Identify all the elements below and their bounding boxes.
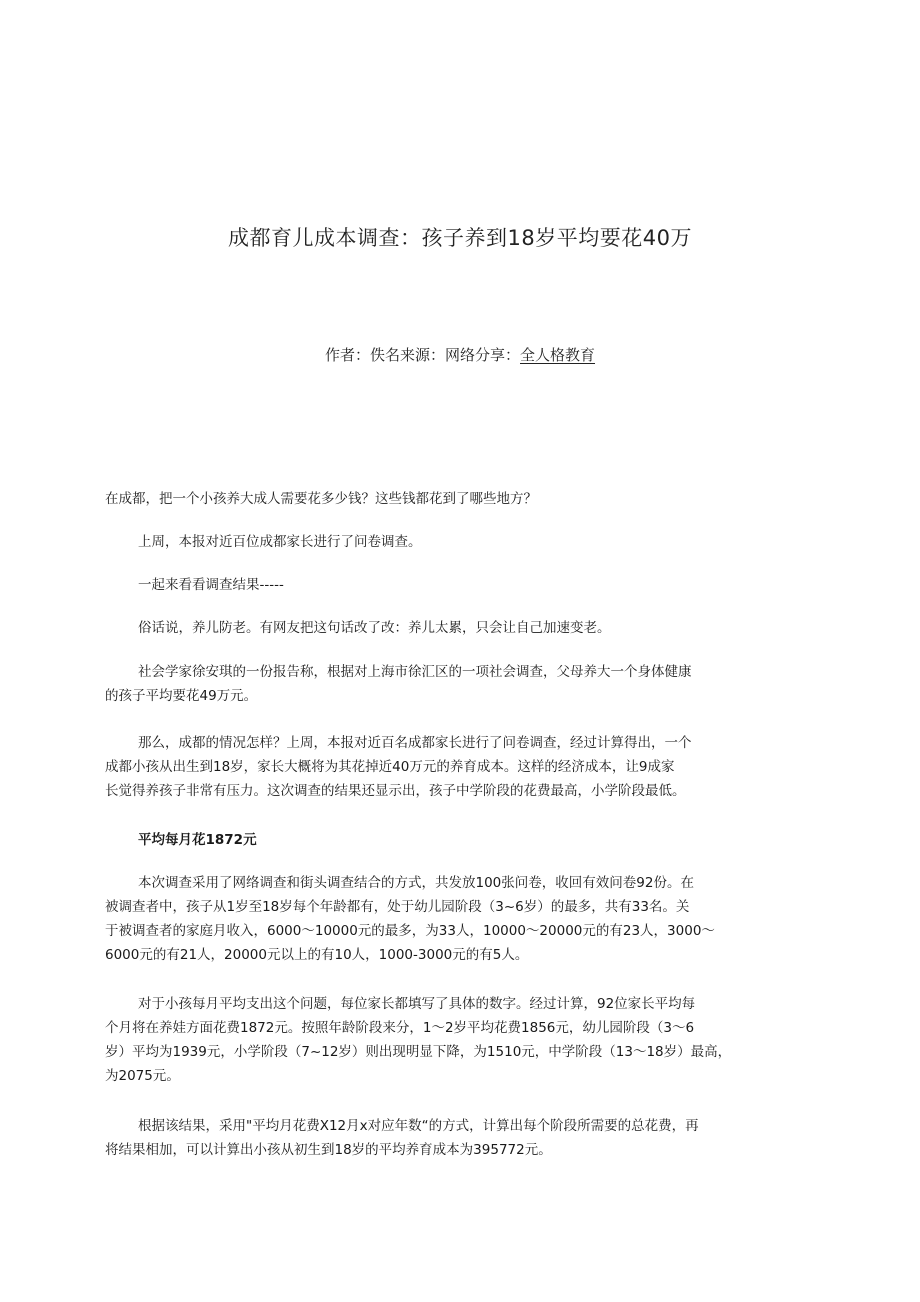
paragraph-line: 于被调查者的家庭月收入，6000～10000元的最多，为33人，10000～20000元的有23人，3000～ — [105, 923, 715, 939]
paragraph-line: 6000元的有21人，20000元以上的有10人，1000-3000元的有5人。 — [105, 947, 529, 963]
paragraph-line: 本次调查采用了网络调查和街头调查结合的方式，共发放100张问卷，收回有效问卷92份。在 — [138, 875, 694, 891]
paragraph-shanghai-report — [105, 660, 790, 708]
byline-source-link[interactable]: 全人格教育 — [520, 346, 596, 364]
paragraph-line: 在成都，把一个小孩养大成人需要花多少钱？这些钱都花到了哪些地方？ — [105, 491, 537, 507]
paragraph-monthly-spending — [105, 992, 790, 1088]
paragraph-line: 被调查者中，孩子从1岁至18岁每个年龄都有，处于幼儿园阶段（3~6岁）的最多，共有33名。关 — [105, 899, 690, 915]
paragraph-line: 为2075元。 — [105, 1068, 180, 1084]
article-title: 成都育儿成本调查：孩子养到18岁平均要花40万 — [228, 226, 692, 250]
section-heading — [105, 828, 790, 852]
byline-prefix: 作者：佚名来源：网络分享： — [324, 346, 520, 364]
paragraph-line: 个月将在养娃方面花费1872元。按照年龄阶段来分，1～2岁平均花费1856元，幼儿园阶段（3～6 — [105, 1020, 695, 1036]
paragraph-survey-method — [105, 871, 790, 967]
paragraph-line: 长觉得养孩子非常有压力。这次调查的结果还显示出，孩子中学阶段的花费最高，小学阶段最低。 — [105, 783, 686, 799]
paragraph-line: 将结果相加，可以计算出小孩从初生到18岁的平均养育成本为395772元。 — [105, 1142, 552, 1158]
paragraph-line: 上周，本报对近百位成都家长进行了问卷调查。 — [138, 534, 422, 550]
paragraph-line: 一起来看看调查结果----- — [138, 577, 284, 593]
paragraph-total-cost — [105, 1114, 790, 1162]
section-heading-text: 平均每月花1872元 — [138, 832, 257, 848]
paragraph-line: 那么，成都的情况怎样？上周，本报对近百名成都家长进行了问卷调查，经过计算得出，一个 — [138, 735, 692, 751]
paragraph-line: 俗话说，养儿防老。有网友把这句话改了改：养儿太累，只会让自己加速变老。 — [138, 620, 611, 636]
byline — [0, 344, 920, 365]
paragraph-results-lead — [105, 573, 790, 597]
paragraph-line: 对于小孩每月平均支出这个问题，每位家长都填写了具体的数字。经过计算，92位家长平均每 — [138, 996, 696, 1012]
paragraph-line: 成都小孩从出生到18岁，家长大概将为其花掉近40万元的养育成本。这样的经济成本，让9成家 — [105, 759, 675, 775]
paragraph-chengdu-situation — [105, 731, 790, 803]
paragraph-line: 社会学家徐安琪的一份报告称，根据对上海市徐汇区的一项社会调查，父母养大一个身体健康 — [138, 664, 692, 680]
paragraph-proverb — [105, 616, 790, 640]
paragraph-survey-note — [105, 530, 790, 554]
paragraph-line: 根据该结果，采用"平均月花费X12月x对应年数“的方式，计算出每个阶段所需要的总花费，再 — [138, 1118, 699, 1134]
paragraph-intro — [105, 487, 790, 511]
paragraph-line: 岁）平均为1939元，小学阶段（7~12岁）则出现明显下降，为1510元，中学阶段（13～18岁）最高， — [105, 1044, 732, 1060]
paragraph-line: 的孩子平均要花49万元。 — [105, 688, 258, 704]
